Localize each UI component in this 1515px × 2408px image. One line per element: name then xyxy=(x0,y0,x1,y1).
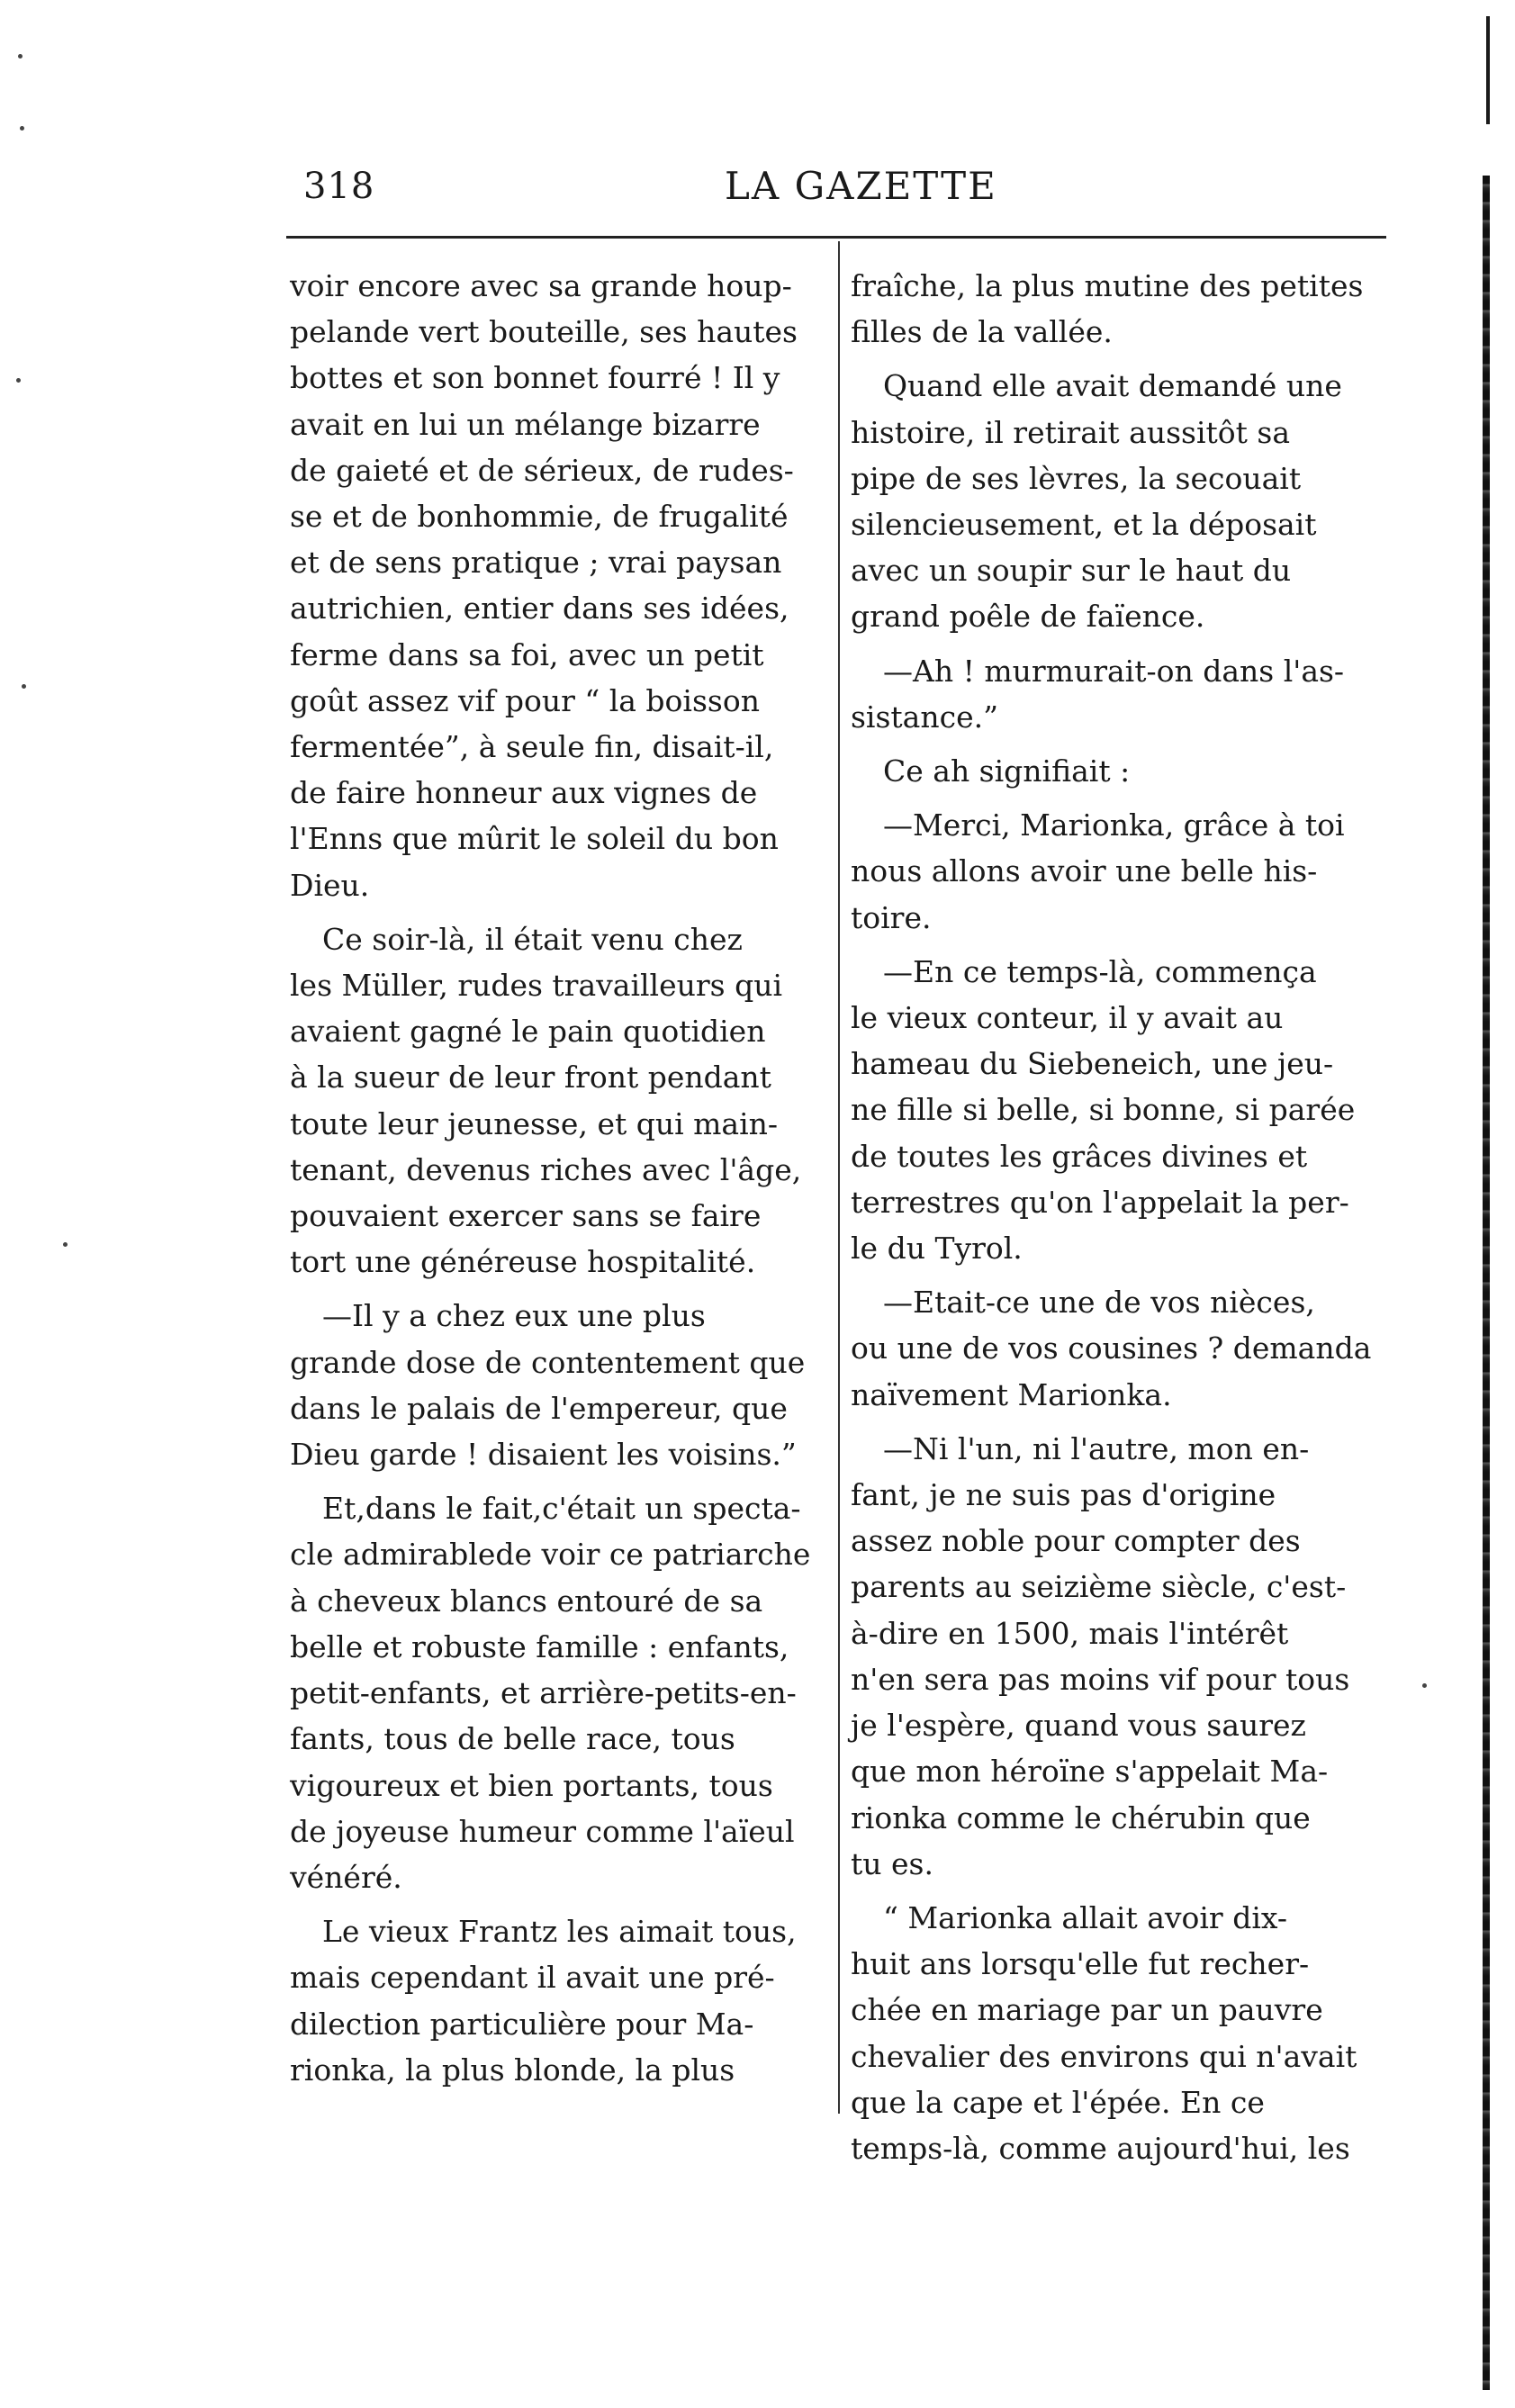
column-divider xyxy=(838,241,840,2114)
paragraph: Le vieux Frantz les aimait tous, mais cependant il avait une pré- dilection particulière pour Ma- rionka, la plus blonde, la plus xyxy=(290,1914,797,2088)
page-header xyxy=(293,162,1386,216)
paragraph: Ce soir-là, il était venu chez les Müller, rudes travailleurs qui avaient gagné le pain quotidien à la sueur de leur front pendant toute leur jeunesse, et qui main- tenant, devenus riches avec l'âge, pouvaient exercer sans se faire tort une généreuse hospitalité. xyxy=(290,921,802,1280)
right-column xyxy=(851,263,1382,2179)
paragraph: —Ah ! murmurait-on dans l'as- sistance.” xyxy=(851,653,1345,735)
paragraph: voir encore avec sa grande houp- pelande vert bouteille, ses hautes bottes et son bonnet fourré ! Il y avait en lui un mélange bizarre de gaieté et de sérieux, de rudes- se et de bonhommie, de frugalité et de sens pratique ; vrai paysan autrichien, entier dans ses idées, ferme dans sa foi, avec un petit goût assez vif pour “ la boisson fermentée”, à seule fin, disait-il, de faire honneur aux vignes de l'Enns que mûrit le soleil du bon Dieu. xyxy=(290,268,798,903)
paragraph: fraîche, la plus mutine des petites filles de la vallée. xyxy=(851,268,1364,350)
binding-edge-top xyxy=(1486,16,1490,124)
running-title: LA GAZETTE xyxy=(725,164,997,208)
scan-speck xyxy=(18,54,23,59)
left-column xyxy=(290,263,826,2101)
scan-speck xyxy=(1422,1683,1427,1688)
binding-edge xyxy=(1483,176,1490,2390)
paragraph: Ce ah signifiait : xyxy=(883,753,1131,789)
paragraph: —Etait-ce une de vos nièces, ou une de vos cousines ? demanda naïvement Marionka. xyxy=(851,1285,1372,1412)
paragraph: Et,dans le fait,c'était un specta- cle admirablede voir ce patriarche à cheveux blancs entouré de sa belle et robuste famille : enfants, petit-enfants, et arrière-petits-en- fants, tous de belle race, tous vigoureux et bien portants, tous de joyeuse humeur comme l'aïeul vénéré. xyxy=(290,1491,811,1895)
header-rule xyxy=(286,236,1386,239)
paragraph: Quand elle avait demandé une histoire, il retirait aussitôt sa pipe de ses lèvres, la secouait silencieusement, et la déposait avec un soupir sur le haut du grand poêle de faïence. xyxy=(851,368,1342,635)
page-number: 318 xyxy=(303,166,375,207)
scan-speck xyxy=(16,378,21,383)
paragraph: —Ni l'un, ni l'autre, mon en- fant, je ne suis pas d'origine assez noble pour compter des parents au seizième siècle, c'est- à-dire en 1500, mais l'intérêt n'en sera pas moins vif pour tous je l'espère, quand vous saurez que mon héroïne s'appelait Ma- rionka comme le chérubin que tu es. xyxy=(851,1430,1350,1881)
scan-speck xyxy=(20,126,24,131)
paragraph: —Merci, Marionka, grâce à toi nous allons avoir une belle his- toire. xyxy=(851,807,1345,935)
paragraph: —Il y a chez eux une plus grande dose de contentement que dans le palais de l'empereur, que Dieu garde ! disaient les voisins.” xyxy=(290,1298,806,1473)
paragraph: “ Marionka allait avoir dix- huit ans lorsqu'elle fut recher- chée en mariage par un pauvre chevalier des environs qui n'avait que la cape et l'épée. En ce temps-là, comme aujourd'hui, les xyxy=(851,1899,1357,2166)
scan-speck xyxy=(63,1242,68,1247)
paragraph: —En ce temps-là, commença le vieux conteur, il y avait au hameau du Siebeneich, une jeu- ne fille si belle, si bonne, si parée de toutes les grâces divines et terrestres qu'on l'appelait la per- le du Tyrol. xyxy=(851,953,1356,1267)
scan-speck xyxy=(22,684,26,689)
